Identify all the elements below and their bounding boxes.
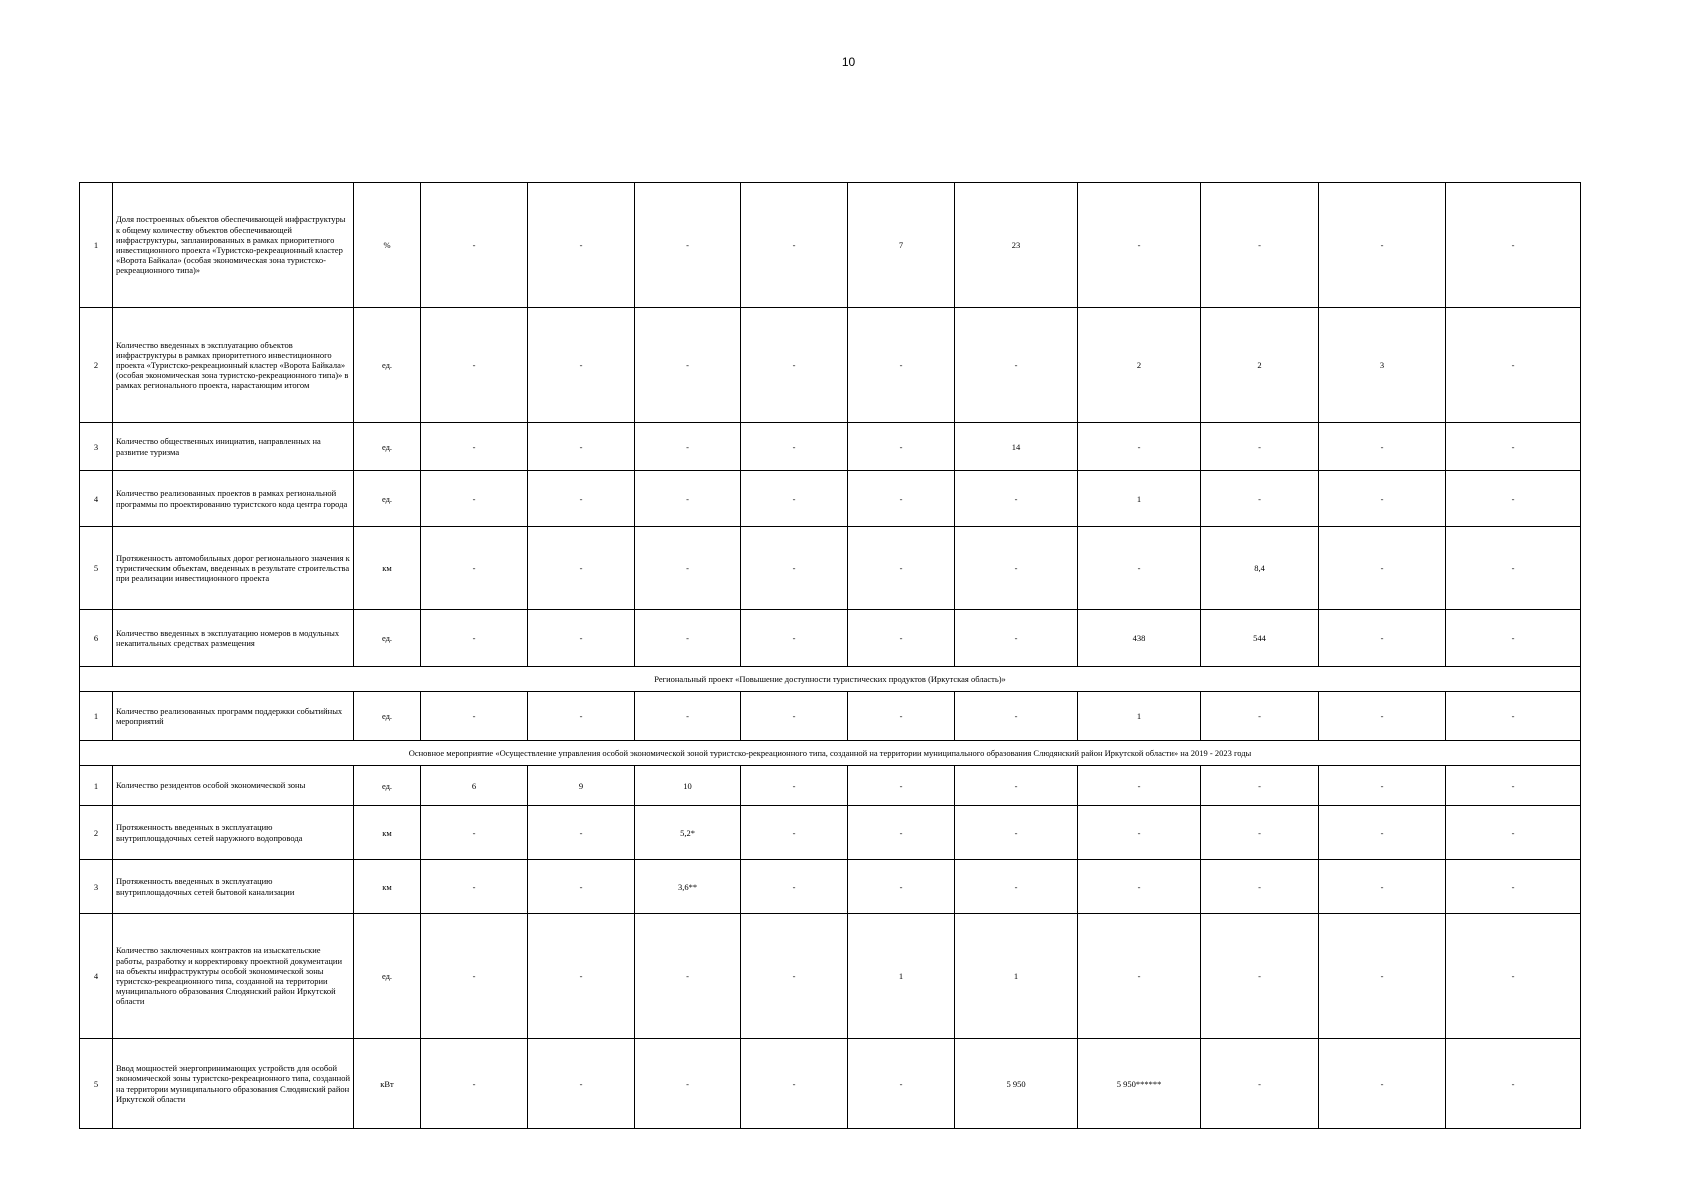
value-cell: - (635, 423, 741, 471)
value-cell: 5 950****** (1078, 1039, 1201, 1129)
value-cell: - (421, 423, 528, 471)
value-cell: - (1078, 860, 1201, 914)
table-row (80, 914, 1581, 1039)
value-cell: - (741, 860, 848, 914)
row-number: 3 (80, 423, 113, 471)
value-cell: - (1446, 1039, 1581, 1129)
value-cell: - (528, 1039, 635, 1129)
unit-cell: кВт (354, 1039, 421, 1129)
value-cell: 2 (1201, 308, 1319, 423)
value-cell: - (1319, 914, 1446, 1039)
value-cell: 3 (1319, 308, 1446, 423)
value-cell: - (1446, 610, 1581, 667)
table-row (80, 766, 1581, 806)
value-cell: - (848, 806, 955, 860)
value-cell: - (421, 692, 528, 741)
value-cell: 5,2* (635, 806, 741, 860)
row-number: 3 (80, 860, 113, 914)
value-cell: 8,4 (1201, 527, 1319, 610)
unit-cell: % (354, 183, 421, 308)
value-cell: - (421, 914, 528, 1039)
value-cell: - (635, 527, 741, 610)
value-cell: 9 (528, 766, 635, 806)
value-cell: - (1319, 471, 1446, 527)
value-cell: - (421, 806, 528, 860)
value-cell: - (1078, 183, 1201, 308)
indicator-name: Количество реализованных программ поддержки событийных мероприятий (113, 692, 354, 741)
value-cell: - (1201, 692, 1319, 741)
value-cell: - (528, 183, 635, 308)
row-number: 4 (80, 914, 113, 1039)
section-title: Региональный проект «Повышение доступности туристических продуктов (Иркутская область)» (80, 667, 1581, 692)
value-cell: - (1078, 423, 1201, 471)
indicator-name: Количество заключенных контрактов на изыскательские работы, разработку и корректировку проектной документации на объекты инфраструктуры особой экономической зоны туристско-рекреационного типа, созданной на территории муниципального образования Слюдянский район Иркутской области (113, 914, 354, 1039)
value-cell: 544 (1201, 610, 1319, 667)
value-cell: - (1078, 527, 1201, 610)
value-cell: - (848, 766, 955, 806)
row-number: 1 (80, 766, 113, 806)
table-row (80, 1039, 1581, 1129)
table-row (80, 471, 1581, 527)
value-cell: - (955, 692, 1078, 741)
value-cell: - (528, 914, 635, 1039)
unit-cell: ед. (354, 308, 421, 423)
value-cell: 3,6** (635, 860, 741, 914)
row-number: 6 (80, 610, 113, 667)
value-cell: - (1319, 423, 1446, 471)
value-cell: - (528, 860, 635, 914)
value-cell: - (421, 527, 528, 610)
value-cell: - (1319, 1039, 1446, 1129)
value-cell: - (635, 471, 741, 527)
value-cell: - (1319, 183, 1446, 308)
value-cell: - (1201, 914, 1319, 1039)
value-cell: - (741, 766, 848, 806)
value-cell: - (528, 471, 635, 527)
value-cell: - (848, 610, 955, 667)
value-cell: - (741, 806, 848, 860)
value-cell: - (1446, 308, 1581, 423)
section-title: Основное мероприятие «Осуществление управления особой экономической зоной туристско-рекреационного типа, созданной на территории муниципального образования Слюдянский район Иркутской области» на 2019 - 2023 годы (80, 741, 1581, 766)
value-cell: - (421, 860, 528, 914)
value-cell: - (848, 423, 955, 471)
value-cell: 1 (848, 914, 955, 1039)
value-cell: - (528, 527, 635, 610)
unit-cell: ед. (354, 766, 421, 806)
value-cell: - (848, 527, 955, 610)
value-cell: - (955, 308, 1078, 423)
row-number: 2 (80, 806, 113, 860)
unit-cell: ед. (354, 914, 421, 1039)
value-cell: - (635, 692, 741, 741)
row-number: 1 (80, 183, 113, 308)
table-row (80, 527, 1581, 610)
value-cell: - (955, 806, 1078, 860)
value-cell: - (741, 914, 848, 1039)
value-cell: - (1078, 806, 1201, 860)
value-cell: - (1446, 423, 1581, 471)
value-cell: 438 (1078, 610, 1201, 667)
value-cell: - (741, 423, 848, 471)
value-cell: - (1319, 610, 1446, 667)
value-cell: - (528, 692, 635, 741)
value-cell: - (955, 610, 1078, 667)
value-cell: - (741, 183, 848, 308)
value-cell: - (741, 692, 848, 741)
value-cell: - (741, 471, 848, 527)
value-cell: 10 (635, 766, 741, 806)
value-cell: - (635, 183, 741, 308)
indicator-name: Количество реализованных проектов в рамках региональной программы по проектированию туристского кода центра города (113, 471, 354, 527)
value-cell: - (1201, 423, 1319, 471)
value-cell: - (848, 471, 955, 527)
table-row (80, 610, 1581, 667)
value-cell: - (528, 423, 635, 471)
value-cell: - (1319, 766, 1446, 806)
row-number: 2 (80, 308, 113, 423)
value-cell: - (1446, 527, 1581, 610)
indicator-name: Протяженность автомобильных дорог регионального значения к туристическим объектам, введенных в результате строительства при реализации инвестиционного проекта (113, 527, 354, 610)
value-cell: - (528, 610, 635, 667)
row-number: 4 (80, 471, 113, 527)
indicator-name: Ввод мощностей энергопринимающих устройств для особой экономической зоны туристско-рекреационного типа, созданной на территории муниципального образования Слюдянский район Иркутской области (113, 1039, 354, 1129)
indicator-name: Количество введенных в эксплуатацию номеров в модульных некапитальных средствах размещения (113, 610, 354, 667)
indicator-name: Протяженность введенных в эксплуатацию внутриплощадочных сетей бытовой канализации (113, 860, 354, 914)
value-cell: - (421, 610, 528, 667)
page-number: 10 (841, 55, 856, 69)
indicator-name: Доля построенных объектов обеспечивающей инфраструктуры к общему количеству объектов обеспечивающей инфраструктуры, запланированных в рамках приоритетного инвестиционного проекта «Туристско-рекреационный кластер «Ворота Байкала» (особая экономическая зона туристско-рекреационного типа)» (113, 183, 354, 308)
value-cell: - (1319, 527, 1446, 610)
value-cell: - (955, 860, 1078, 914)
value-cell: - (741, 1039, 848, 1129)
value-cell: - (421, 183, 528, 308)
value-cell: - (528, 806, 635, 860)
value-cell: - (1201, 471, 1319, 527)
table-row (80, 860, 1581, 914)
value-cell: - (1319, 806, 1446, 860)
value-cell: - (1078, 766, 1201, 806)
unit-cell: ед. (354, 471, 421, 527)
value-cell: - (741, 527, 848, 610)
unit-cell: ед. (354, 423, 421, 471)
value-cell: - (1446, 914, 1581, 1039)
value-cell: - (1446, 806, 1581, 860)
value-cell: - (635, 610, 741, 667)
value-cell: - (1201, 806, 1319, 860)
value-cell: 1 (1078, 471, 1201, 527)
row-number: 5 (80, 527, 113, 610)
value-cell: - (1319, 692, 1446, 741)
table-row (80, 806, 1581, 860)
value-cell: - (955, 766, 1078, 806)
unit-cell: км (354, 806, 421, 860)
value-cell: - (635, 1039, 741, 1129)
value-cell: - (1078, 914, 1201, 1039)
indicator-name: Количество общественных инициатив, направленных на развитие туризма (113, 423, 354, 471)
value-cell: - (421, 471, 528, 527)
value-cell: 5 950 (955, 1039, 1078, 1129)
unit-cell: км (354, 527, 421, 610)
value-cell: 14 (955, 423, 1078, 471)
value-cell: - (1201, 860, 1319, 914)
unit-cell: км (354, 860, 421, 914)
value-cell: - (1446, 692, 1581, 741)
table-row (80, 183, 1581, 308)
value-cell: 2 (1078, 308, 1201, 423)
value-cell: - (421, 1039, 528, 1129)
value-cell: - (848, 1039, 955, 1129)
section-row (80, 741, 1581, 766)
value-cell: - (1446, 860, 1581, 914)
value-cell: 1 (955, 914, 1078, 1039)
indicator-name: Протяженность введенных в эксплуатацию внутриплощадочных сетей наружного водопровода (113, 806, 354, 860)
value-cell: - (1446, 766, 1581, 806)
unit-cell: ед. (354, 610, 421, 667)
value-cell: - (635, 914, 741, 1039)
indicator-name: Количество введенных в эксплуатацию объектов инфраструктуры в рамках приоритетного инвестиционного проекта «Туристско-рекреационный кластер «Ворота Байкала» (особая экономическая зона туристско-рекреационного типа)» в рамках регионального проекта, нарастающим итогом (113, 308, 354, 423)
value-cell: - (848, 308, 955, 423)
row-number: 5 (80, 1039, 113, 1129)
value-cell: - (1201, 183, 1319, 308)
value-cell: 6 (421, 766, 528, 806)
value-cell: - (1319, 860, 1446, 914)
unit-cell: ед. (354, 692, 421, 741)
value-cell: - (848, 860, 955, 914)
value-cell: - (1201, 1039, 1319, 1129)
indicators-table (79, 182, 1581, 1129)
value-cell: - (1201, 766, 1319, 806)
value-cell: - (1446, 183, 1581, 308)
value-cell: - (528, 308, 635, 423)
table-row (80, 308, 1581, 423)
section-row (80, 667, 1581, 692)
table-row (80, 692, 1581, 741)
value-cell: 7 (848, 183, 955, 308)
value-cell: - (741, 308, 848, 423)
value-cell: - (741, 610, 848, 667)
row-number: 1 (80, 692, 113, 741)
indicator-name: Количество резидентов особой экономической зоны (113, 766, 354, 806)
value-cell: - (848, 692, 955, 741)
value-cell: - (955, 471, 1078, 527)
value-cell: 23 (955, 183, 1078, 308)
value-cell: - (1446, 471, 1581, 527)
value-cell: - (421, 308, 528, 423)
value-cell: - (635, 308, 741, 423)
value-cell: 1 (1078, 692, 1201, 741)
value-cell: - (955, 527, 1078, 610)
table-row (80, 423, 1581, 471)
